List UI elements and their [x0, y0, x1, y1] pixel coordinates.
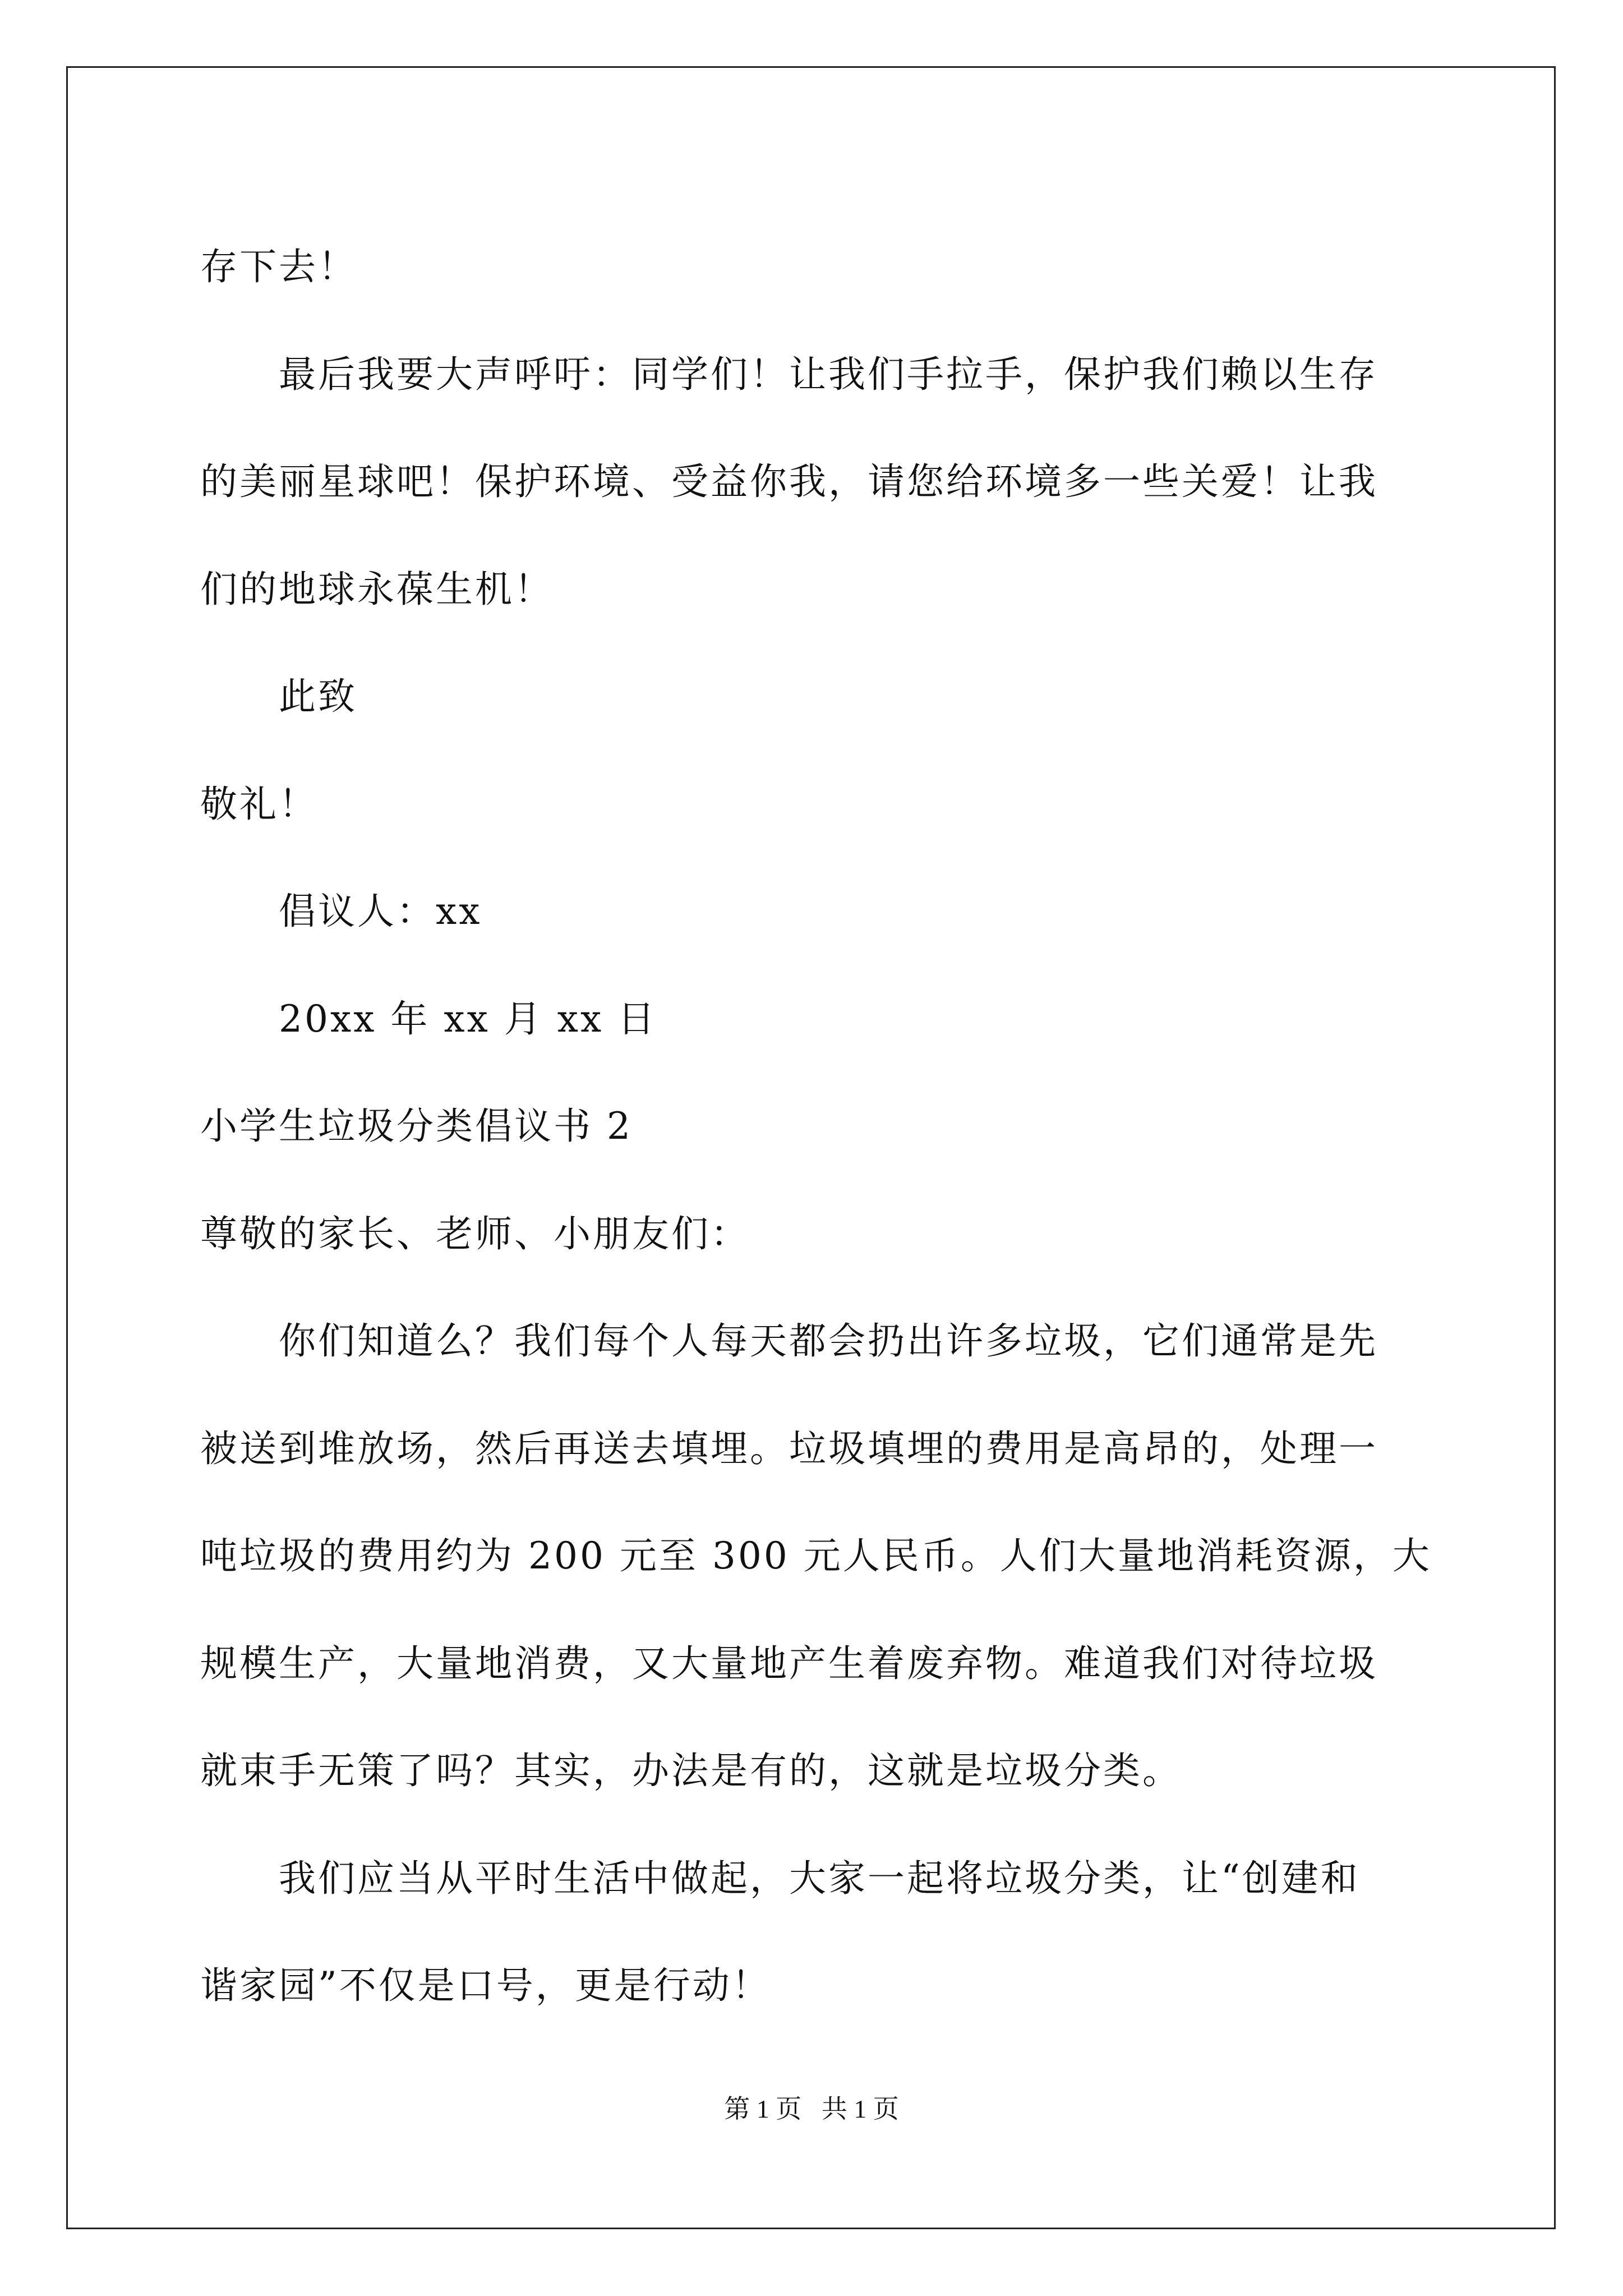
signature-proposer: 倡议人：xx	[279, 890, 482, 933]
page-number-current: 第 1 页	[724, 2095, 802, 2123]
text-line: 吨垃圾的费用约为 200 元至 300 元人民币。人们大量地消耗资源，大	[200, 1534, 1432, 1577]
greeting: 尊敬的家长、老师、小朋友们：	[200, 1212, 750, 1255]
section-title: 小学生垃圾分类倡议书 2	[200, 1105, 633, 1148]
paragraph-line: 你们知道么？我们每个人每天都会扔出许多垃圾，它们通常是先	[279, 1319, 1378, 1363]
text-line: 们的地球永葆生机！	[200, 567, 554, 611]
text-line: 被送到堆放场，然后再送去填埋。垃圾填埋的费用是高昂的，处理一	[200, 1427, 1378, 1470]
text-line: 的美丽星球吧！保护环境、受益你我，请您给环境多一些关爱！让我	[200, 460, 1378, 503]
page-number-total: 共 1 页	[821, 2095, 899, 2123]
text-line: 谐家园”不仅是口号，更是行动！	[200, 1964, 771, 2007]
paragraph-line: 最后我要大声呼吁：同学们！让我们手拉手，保护我们赖以生存	[279, 352, 1378, 396]
closing-salutation: 此致	[279, 675, 357, 718]
signature-date: 20xx 年 xx 月 xx 日	[279, 997, 657, 1041]
closing-regards: 敬礼！	[200, 782, 318, 826]
text-line: 就束手无策了吗？其实，办法是有的，这就是垃圾分类。	[200, 1749, 1182, 1792]
paragraph-line: 我们应当从平时生活中做起，大家一起将垃圾分类，让“创建和	[279, 1856, 1360, 1900]
page-footer	[0, 2092, 1623, 2126]
text-line: 存下去！	[200, 245, 357, 288]
document-body	[200, 213, 1434, 2040]
text-line: 规模生产，大量地消费，又大量地产生着废弃物。难道我们对待垃圾	[200, 1641, 1378, 1685]
